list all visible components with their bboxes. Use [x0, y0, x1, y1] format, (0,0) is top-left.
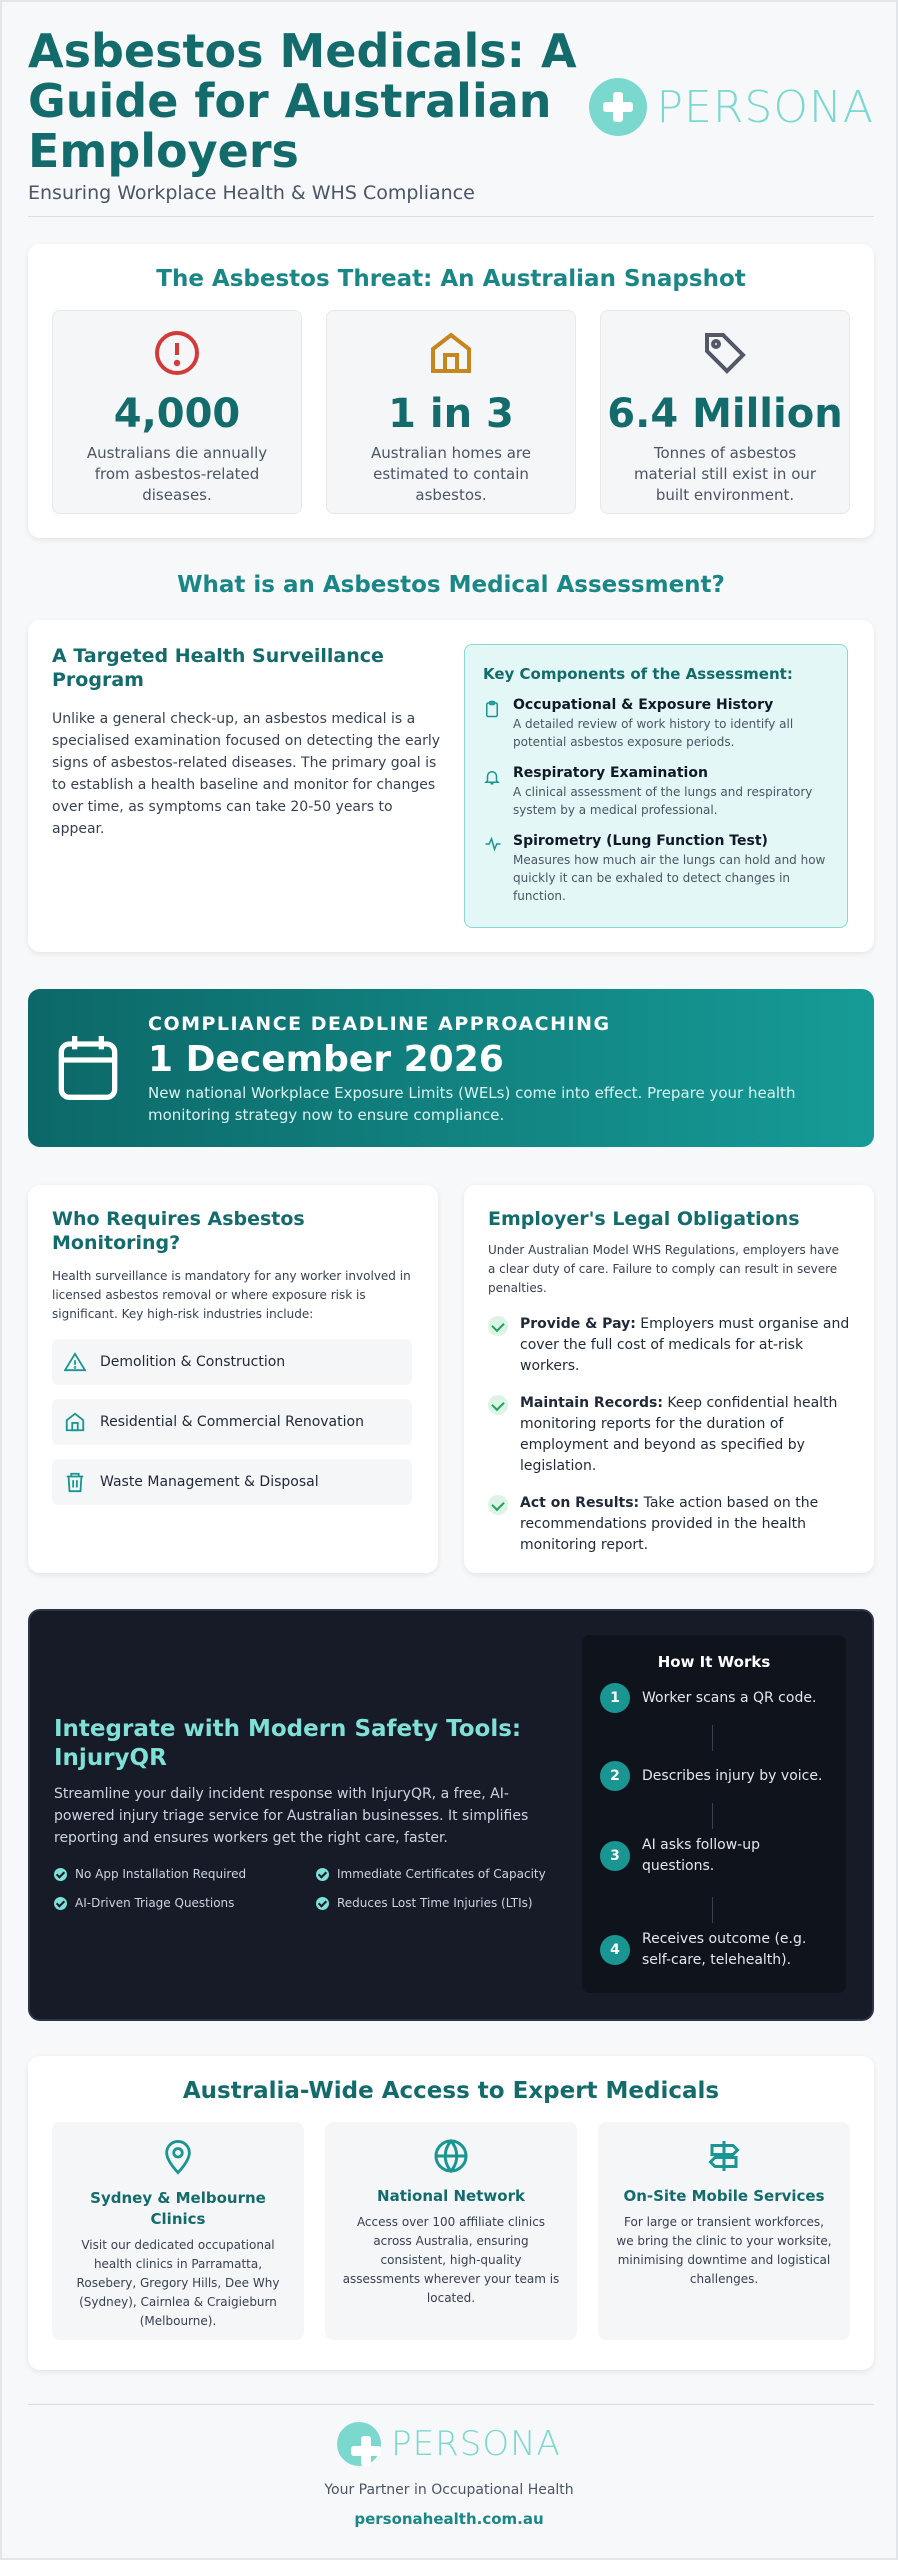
- component-item: [483, 833, 829, 905]
- brand-wordmark: PERSONA: [656, 81, 874, 133]
- obligation-bold: Provide & Pay:: [520, 1316, 636, 1332]
- component-text: A detailed review of work history to identify all potential asbestos exposure periods.: [513, 717, 794, 749]
- access-text: Visit our dedicated occupational health clinics in Parramatta, Rosebery, Gregory Hills, Dee Why (Sydney), Cairnlea & Craigieburn (Melbourne).: [76, 2238, 280, 2328]
- injuryqr-title: Integrate with Modern Safety Tools: InjuryQR: [54, 1716, 522, 1771]
- stat-value: 6.4 Million: [607, 391, 843, 437]
- pulse-icon: [483, 835, 503, 853]
- feature-label: Reduces Lost Time Injuries (LTIs): [337, 1896, 533, 1910]
- who-text: Health surveillance is mandatory for any worker involved in licensed asbestos removal or where exposure risk is significant. Key high-risk industries include:: [52, 1269, 411, 1321]
- feature-item: [316, 1867, 546, 1881]
- industry-item: [52, 1399, 412, 1445]
- assessment-left-text: Unlike a general check-up, an asbestos medical is a specialised examination focused on detecting the early signs of asbestos-related diseases. The primary goal is to establish a health baseline and monitor for changes over time, as symptoms can take 20-50 years to appear.: [52, 711, 441, 837]
- page-title: Asbestos Medicals: A Guide for Australian Employers: [28, 24, 577, 178]
- step-number: 1: [600, 1683, 630, 1713]
- access-text: For large or transient workforces, we bring the clinic to your worksite, minimising downtime and logistical challenges.: [616, 2215, 832, 2286]
- obligations-title: Employer's Legal Obligations: [488, 1208, 800, 1230]
- industry-item: [52, 1339, 412, 1385]
- warning-triangle-icon: [64, 1352, 86, 1372]
- access-text: Access over 100 affiliate clinics across Australia, ensuring consistent, high-quality assessments wherever your team is located.: [342, 2215, 560, 2305]
- check-circle-icon: [488, 1316, 508, 1336]
- calendar-icon: [56, 1033, 120, 1103]
- key-components-box: [464, 644, 848, 928]
- access-card: [598, 2122, 850, 2340]
- stat-card: [326, 310, 576, 514]
- connector-line: [712, 1803, 713, 1829]
- obligation-item: [488, 1314, 850, 1377]
- stat-card: [600, 310, 850, 514]
- deadline-date: 1 December 2026: [148, 1039, 504, 1080]
- connector-line: [712, 1897, 713, 1923]
- how-title: How It Works: [657, 1653, 771, 1671]
- obligation-item: [488, 1493, 850, 1556]
- stat-value: 1 in 3: [388, 391, 514, 437]
- step-item: [600, 1683, 830, 1713]
- industry-label: Demolition & Construction: [100, 1354, 286, 1370]
- feature-item: [54, 1896, 234, 1910]
- check-circle-icon: [488, 1495, 508, 1515]
- check-icon: [54, 1897, 67, 1910]
- step-number: 3: [600, 1841, 630, 1871]
- deadline-banner: [28, 989, 874, 1147]
- injuryqr-text: Streamline your daily incident response with InjuryQR, a free, AI-powered injury triage service for Australian businesses. It simplifies reporting and ensures workers get the right care, faster.: [54, 1786, 529, 1846]
- feature-item: [316, 1896, 533, 1910]
- access-card: [52, 2122, 304, 2340]
- obligation-text: Keep confidential health monitoring reports for the duration of employment and beyond as specified by legislation.: [520, 1395, 838, 1474]
- footer-link[interactable]: personahealth.com.au: [354, 2510, 544, 2528]
- access-title: National Network: [377, 2187, 525, 2205]
- industry-item: [52, 1459, 412, 1505]
- component-title: Spirometry (Lung Function Test): [513, 833, 768, 849]
- obligation-bold: Maintain Records:: [520, 1395, 663, 1411]
- feature-label: No App Installation Required: [75, 1867, 247, 1881]
- footer-logo: [2, 2422, 896, 2466]
- components-title: Key Components of the Assessment:: [483, 665, 793, 683]
- component-text: A clinical assessment of the lungs and respiratory system by a medical professional.: [513, 785, 813, 817]
- step-item: [600, 1761, 830, 1791]
- step-text: Describes injury by voice.: [642, 1767, 823, 1784]
- step-item: [600, 1929, 830, 1971]
- home-icon: [64, 1411, 86, 1433]
- deadline-text: New national Workplace Exposure Limits (WELs) come into effect. Prepare your health monitoring strategy now to ensure compliance.: [148, 1084, 796, 1124]
- component-text: Measures how much air the lungs can hold and how quickly it can be exhaled to detect changes in function.: [513, 853, 826, 903]
- signpost-icon: [706, 2138, 742, 2174]
- access-title: On-Site Mobile Services: [623, 2187, 825, 2205]
- page-subtitle: Ensuring Workplace Health & WHS Compliance: [28, 182, 475, 204]
- threat-section: [28, 244, 874, 538]
- page-footer: [2, 2422, 896, 2528]
- trash-icon: [64, 1471, 86, 1493]
- component-item: [483, 697, 829, 751]
- component-title: Respiratory Examination: [513, 765, 708, 781]
- industry-label: Waste Management & Disposal: [100, 1474, 319, 1490]
- tag-icon: [701, 329, 749, 377]
- divider: [28, 216, 874, 217]
- bell-icon: [483, 767, 501, 787]
- assessment-card: [28, 620, 874, 952]
- component-item: [483, 765, 829, 819]
- cross-logo-icon: [337, 2422, 381, 2466]
- feature-label: AI-Driven Triage Questions: [75, 1896, 235, 1910]
- stat-text: Tonnes of asbestos material still exist in our built environment.: [633, 444, 817, 504]
- obligation-item: [488, 1393, 850, 1477]
- map-pin-icon: [161, 2138, 195, 2176]
- divider: [28, 2404, 874, 2405]
- stat-card: [52, 310, 302, 514]
- step-text: AI asks follow-up questions.: [642, 1837, 760, 1874]
- obligation-text: Employers must organise and cover the full cost of medicals for at-risk workers.: [520, 1316, 850, 1374]
- step-number: 2: [600, 1761, 630, 1791]
- footer-wordmark: PERSONA: [391, 2424, 561, 2464]
- cross-logo-icon: [589, 78, 647, 136]
- injuryqr-section: [28, 1609, 874, 2021]
- stat-text: Australian homes are estimated to contain asbestos.: [371, 444, 531, 504]
- assessment-left-title: A Targeted Health Surveillance Program: [52, 645, 384, 691]
- access-heading: Australia-Wide Access to Expert Medicals: [182, 2078, 720, 2104]
- check-icon: [54, 1868, 67, 1881]
- home-icon: [427, 329, 475, 377]
- globe-icon: [433, 2138, 469, 2174]
- threat-heading: The Asbestos Threat: An Australian Snapshot: [156, 266, 746, 292]
- connector-line: [712, 1725, 713, 1751]
- page-header: [28, 26, 874, 204]
- who-card: [28, 1185, 438, 1573]
- step-text: Receives outcome (e.g. self-care, telehealth).: [642, 1931, 807, 1968]
- clipboard-icon: [483, 699, 501, 719]
- obligations-text: Under Australian Model WHS Regulations, employers have a clear duty of care. Failure to comply can result in severe penalties.: [488, 1243, 840, 1295]
- access-title: Sydney & Melbourne Clinics: [90, 2189, 266, 2228]
- step-number: 4: [600, 1935, 630, 1965]
- alert-circle-icon: [153, 329, 201, 377]
- obligation-text: Take action based on the recommendations provided in the health monitoring report.: [520, 1495, 819, 1553]
- component-title: Occupational & Exposure History: [513, 697, 774, 713]
- check-circle-icon: [488, 1395, 508, 1415]
- step-text: Worker scans a QR code.: [642, 1689, 817, 1706]
- check-icon: [316, 1868, 329, 1881]
- footer-tagline: Your Partner in Occupational Health: [324, 2482, 574, 2498]
- obligations-card: [464, 1185, 874, 1573]
- feature-label: Immediate Certificates of Capacity: [337, 1867, 546, 1881]
- access-card: [325, 2122, 577, 2340]
- check-icon: [316, 1897, 329, 1910]
- assessment-heading: What is an Asbestos Medical Assessment?: [177, 572, 725, 598]
- obligation-bold: Act on Results:: [520, 1495, 640, 1511]
- stat-text: Australians die annually from asbestos-related diseases.: [86, 444, 268, 504]
- step-item: [600, 1835, 830, 1877]
- industry-label: Residential & Commercial Renovation: [100, 1414, 364, 1430]
- feature-item: [54, 1867, 246, 1881]
- who-title: Who Requires Asbestos Monitoring?: [52, 1208, 305, 1254]
- how-it-works-panel: [582, 1635, 846, 1993]
- access-section: [28, 2056, 874, 2370]
- deadline-kicker: COMPLIANCE DEADLINE APPROACHING: [148, 1013, 611, 1035]
- persona-logo: [589, 78, 874, 136]
- stat-value: 4,000: [113, 391, 241, 437]
